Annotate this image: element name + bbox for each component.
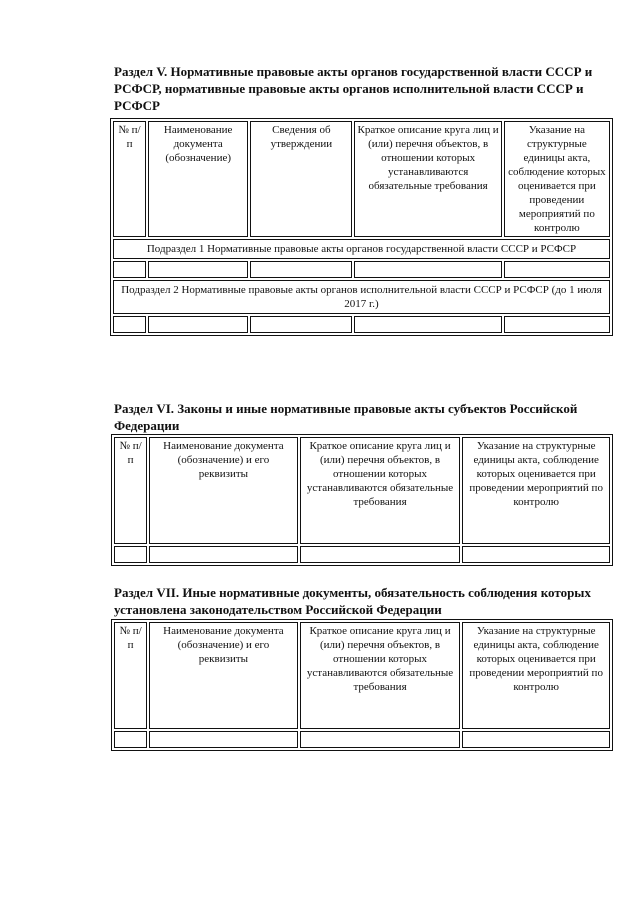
- header-approval-info: Сведения об утверждении: [250, 121, 352, 237]
- header-description: Краткое описание круга лиц и (или) перечня объектов, в отношении которых устанавливаются обязательные требования: [300, 622, 461, 729]
- section-5-table: [110, 118, 613, 336]
- header-document-name: Наименование документа (обозначение): [148, 121, 248, 237]
- table-cell[interactable]: [148, 316, 248, 333]
- subsection-row: [113, 280, 610, 314]
- section-7-table: [111, 619, 613, 751]
- table-cell[interactable]: [300, 731, 461, 748]
- subsection-1-label: Подраздел 1 Нормативные правовые акты органов государственной власти СССР и РСФСР: [113, 239, 610, 259]
- table-cell[interactable]: [504, 316, 610, 333]
- header-description: Краткое описание круга лиц и (или) перечня объектов, в отношении которых устанавливаются обязательные требования: [300, 437, 461, 544]
- table-header-row: [113, 121, 610, 237]
- table-cell[interactable]: [504, 261, 610, 278]
- table-cell[interactable]: [113, 261, 146, 278]
- table-cell[interactable]: [354, 261, 501, 278]
- table-row: [114, 546, 610, 563]
- table-cell[interactable]: [300, 546, 461, 563]
- table-row: [114, 731, 610, 748]
- header-number: № п/п: [114, 622, 147, 729]
- table-cell[interactable]: [250, 316, 352, 333]
- section-6-table: [111, 434, 613, 566]
- table-row: [113, 316, 610, 333]
- table-cell[interactable]: [250, 261, 352, 278]
- subsection-row: [113, 239, 610, 259]
- table-header-row: [114, 437, 610, 544]
- table-cell[interactable]: [462, 546, 610, 563]
- header-structural-units: Указание на структурные единицы акта, соблюдение которых оценивается при проведении мероприятий по контролю: [462, 622, 610, 729]
- section-6-title: Раздел VI. Законы и иные нормативные правовые акты субъектов Российской Федерации: [114, 401, 578, 433]
- table-cell[interactable]: [149, 546, 298, 563]
- header-structural-units: Указание на структурные единицы акта, соблюдение которых оценивается при проведении мероприятий по контролю: [504, 121, 610, 237]
- table-cell[interactable]: [114, 546, 147, 563]
- header-document-name: Наименование документа (обозначение) и его реквизиты: [149, 437, 298, 544]
- table-cell[interactable]: [114, 731, 147, 748]
- table-cell[interactable]: [354, 316, 501, 333]
- table-cell[interactable]: [462, 731, 610, 748]
- table-header-row: [114, 622, 610, 729]
- table-row: [113, 261, 610, 278]
- subsection-2-label: Подраздел 2 Нормативные правовые акты органов исполнительной власти СССР и РСФСР (до 1 июля 2017 г.): [113, 280, 610, 314]
- table-cell[interactable]: [113, 316, 146, 333]
- header-description: Краткое описание круга лиц и (или) перечня объектов, в отношении которых устанавливаются обязательные требования: [354, 121, 501, 237]
- header-structural-units: Указание на структурные единицы акта, соблюдение которых оценивается при проведении мероприятий по контролю: [462, 437, 610, 544]
- header-number: № п/п: [114, 437, 147, 544]
- header-number: № п/п: [113, 121, 146, 237]
- header-document-name: Наименование документа (обозначение) и его реквизиты: [149, 622, 298, 729]
- table-cell[interactable]: [148, 261, 248, 278]
- section-5-title: Раздел V. Нормативные правовые акты органов государственной власти СССР и РСФСР, нормативные правовые акты органов исполнительной власти СССР и РСФСР: [114, 64, 593, 113]
- table-cell[interactable]: [149, 731, 298, 748]
- section-7-title: Раздел VII. Иные нормативные документы, обязательность соблюдения которых установлена законодательством Российской Федерации: [114, 585, 591, 617]
